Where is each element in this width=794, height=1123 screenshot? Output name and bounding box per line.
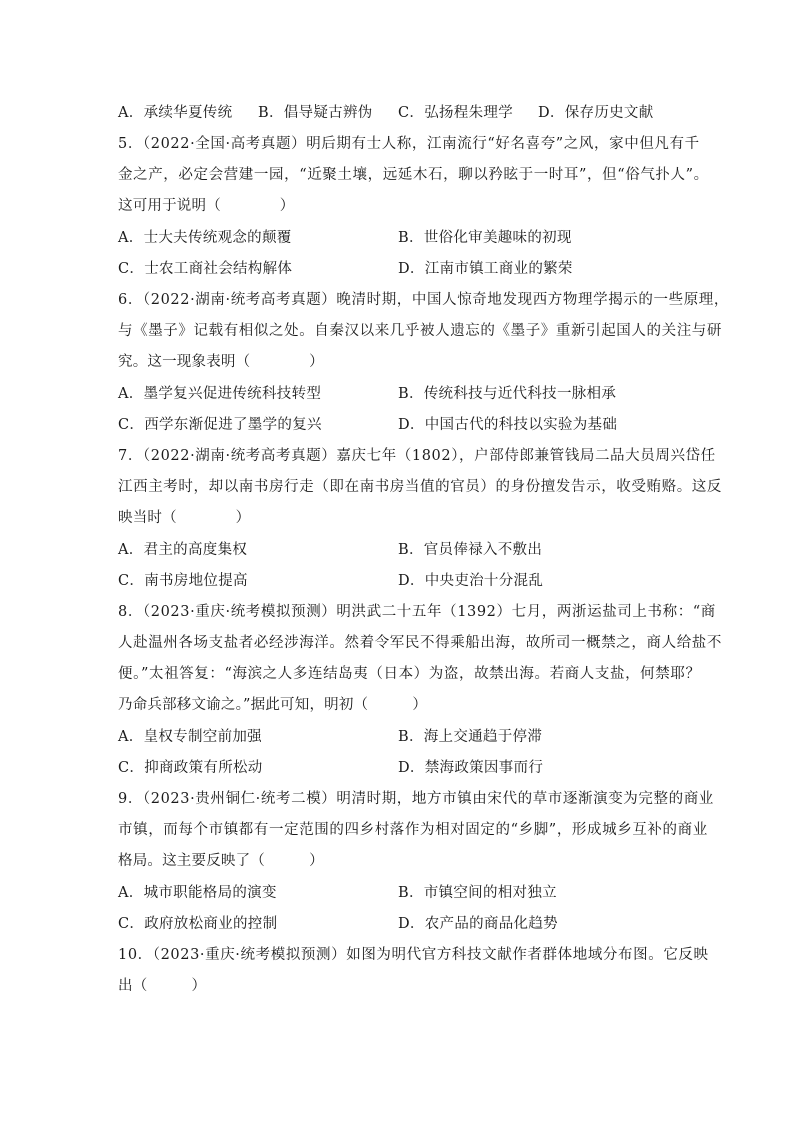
option-b[interactable]: B．官员俸禄入不敷出 — [398, 542, 543, 558]
option-d[interactable]: D．中国古代的科技以实验为基础 — [398, 417, 618, 433]
option-d[interactable]: D．江南市镇工商业的繁荣 — [398, 261, 573, 277]
question-7-stem-line-3: 映当时（ ） — [118, 510, 251, 526]
option-d[interactable]: D．农产品的商品化趋势 — [398, 916, 558, 932]
option-a[interactable]: A．皇权专制空前加强 — [118, 729, 262, 745]
option-d[interactable]: D．保存历史文献 — [538, 105, 654, 121]
option-a[interactable]: A．士大夫传统观念的颠覆 — [118, 230, 292, 246]
option-d[interactable]: D．禁海政策因事而行 — [398, 760, 544, 776]
question-5-stem-line-3: 这可用于说明（ ） — [118, 198, 295, 214]
question-6-stem-line-1: 6．（2022·湖南·统考高考真题）晚清时期，中国人惊奇地发现西方物理学揭示的一些原理， — [118, 292, 729, 308]
question-9-stem-line-1: 9．（2023·贵州铜仁·统考二模）明清时期，地方市镇由宋代的草市逐渐演变为完整的商业 — [118, 791, 714, 807]
question-8-stem-line-2: 人赴温州各场支盐者必经涉海洋。然着令军民不得乘船出海，故所司一概禁之，商人给盐不 — [118, 635, 722, 651]
question-7-stem-line-1: 7．（2022·湖南·统考高考真题）嘉庆七年（1802），户部侍郎兼管钱局二品大员周兴岱任 — [118, 448, 716, 464]
option-d[interactable]: D．中央吏治十分混乱 — [398, 573, 544, 589]
question-10-stem-line-1: 10．（2023·重庆·统考模拟预测）如图为明代官方科技文献作者群体地域分布图。它反映 — [118, 947, 709, 963]
option-b[interactable]: B．世俗化审美趣味的初现 — [398, 230, 572, 246]
option-a[interactable]: A．君主的高度集权 — [118, 542, 248, 558]
question-6-stem-line-2: 与《墨子》记载有相似之处。自秦汉以来几乎被人遗忘的《墨子》重新引起国人的关注与研 — [118, 323, 722, 339]
question-8-stem-line-4: 乃命兵部移文谕之。”据此可知，明初（ ） — [118, 697, 428, 713]
option-c[interactable]: C．南书房地位提高 — [118, 573, 248, 589]
option-a[interactable]: A．承续华夏传统 — [118, 105, 233, 121]
option-b[interactable]: B．市镇空间的相对独立 — [398, 885, 557, 901]
option-c[interactable]: C．政府放松商业的控制 — [118, 916, 278, 932]
option-c[interactable]: C．弘扬程朱理学 — [398, 105, 513, 121]
question-7-stem-line-2: 江西主考时，却以南书房行走（即在南书房当值的官员）的身份擅发告示，收受贿赂。这反 — [118, 479, 722, 495]
option-b[interactable]: B．倡导疑古辨伪 — [258, 105, 373, 121]
option-c[interactable]: C．抑商政策有所松动 — [118, 760, 263, 776]
option-c[interactable]: C．士农工商社会结构解体 — [118, 261, 293, 277]
question-8-stem-line-1: 8．（2023·重庆·统考模拟预测）明洪武二十五年（1392）七月，两浙运盐司上书称：“商 — [118, 604, 716, 620]
option-a[interactable]: A．墨学复兴促进传统科技转型 — [118, 386, 322, 402]
question-9-stem-line-3: 格局。这主要反映了（ ） — [118, 853, 324, 869]
question-5-stem-line-2: 金之产，必定会营建一园，“近聚土壤，远延木石，聊以矜眩于一时耳”，但“俗气扑人”。 — [118, 167, 709, 183]
question-6-stem-line-3: 究。这一现象表明（ ） — [118, 354, 324, 370]
question-5-stem-line-1: 5．（2022·全国·高考真题）明后期有士人称，江南流行“好名喜夸”之风，家中但凡有千 — [118, 136, 700, 152]
option-b[interactable]: B．海上交通趋于停滞 — [398, 729, 543, 745]
option-a[interactable]: A．城市职能格局的演变 — [118, 885, 277, 901]
question-9-stem-line-2: 市镇，而每个市镇都有一定范围的四乡村落作为相对固定的“乡脚”，形成城乡互补的商业 — [118, 822, 708, 838]
option-b[interactable]: B．传统科技与近代科技一脉相承 — [398, 386, 617, 402]
question-10-stem-line-2: 出（ ） — [118, 978, 207, 994]
question-8-stem-line-3: 便。”太祖答复：“海滨之人多连结岛夷（日本）为盗，故禁出海。若商人支盐，何禁耶？ — [118, 666, 701, 682]
option-c[interactable]: C．西学东渐促进了墨学的复兴 — [118, 417, 322, 433]
